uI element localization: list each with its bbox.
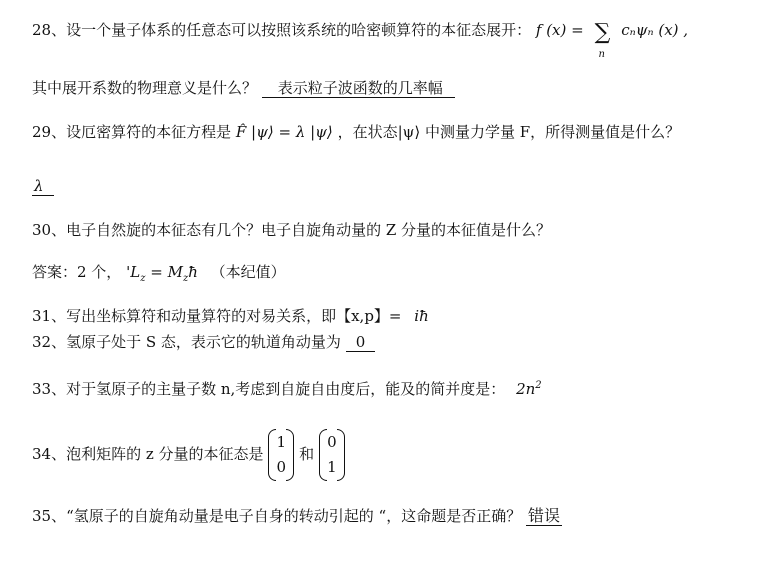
q32-line — [32, 332, 375, 352]
pauli-vector-up — [268, 429, 294, 481]
q34-text: 34、泡利矩阵的 z 分量的本征态是 — [32, 445, 264, 463]
q29-answer-line — [32, 176, 54, 196]
q34-and: 和 — [299, 445, 315, 463]
sum-index: n — [598, 49, 605, 60]
q29-text: 29、设厄密算符的本征方程是 — [32, 123, 232, 141]
q28-question-line — [32, 78, 455, 98]
q30-formula-end: ħ — [188, 263, 198, 281]
q29-equation: F̂ |ψ⟩ = λ |ψ⟩ — [235, 123, 333, 141]
right-paren — [286, 429, 294, 481]
q33-answer-exp: 2 — [535, 380, 542, 391]
sum-symbol — [592, 20, 612, 60]
q30-text: 30、电子自然旋的本征态有几个？电子自旋角动量的 Z 分量的本征值是什么？ — [32, 221, 552, 239]
right-paren — [337, 429, 345, 481]
q29-answer: λ — [32, 177, 54, 196]
q30-note: （本纪值） — [210, 263, 286, 281]
q28-formula-rhs: cₙψₙ (x) , — [621, 21, 689, 39]
q31-answer: iħ — [414, 307, 429, 325]
q30-formula-sub: z — [140, 273, 146, 284]
q28-text: 28、设一个量子体系的任意态可以按照该系统的哈密顿算符的本征态展开： — [32, 21, 532, 39]
q30-answer-label: 答案：2 个， — [32, 263, 122, 281]
q32-answer: 0 — [346, 333, 376, 352]
q33-text: 33、对于氢原子的主量子数 n,考虑到自旋自由度后，能及的简并度是： — [32, 380, 506, 398]
q31-text: 31、写出坐标算符和动量算符的对易关系，即【x,p】= — [32, 307, 402, 325]
q33-answer-base: 2n — [516, 380, 536, 398]
q30-answer-line — [32, 262, 286, 289]
q33-line — [32, 376, 542, 399]
q32-text: 32、氢原子处于 S 态，表示它的轨道角动量为 — [32, 333, 341, 351]
q35-line — [32, 506, 562, 526]
q35-text: 35、“氢原子的自旋角动量是电子自身的转动引起的 “，这命题是否正确？ — [32, 507, 522, 525]
q35-answer: 错误 — [527, 506, 560, 525]
vector-down-top: 0 — [327, 433, 337, 451]
q28-answer: 表示粒子波函数的几率幅 — [262, 79, 455, 98]
pauli-vector-down — [319, 429, 345, 481]
vector-up-bottom: 0 — [276, 458, 287, 476]
q33-answer — [516, 380, 542, 398]
q29-rest: ，在状态|ψ⟩ 中测量力学量 F，所得测量值是什么？ — [337, 123, 681, 141]
q29-line — [32, 122, 680, 142]
q28-line — [32, 20, 689, 60]
q30-formula-sub2: z — [182, 273, 189, 284]
q34-line — [32, 426, 345, 482]
q28-question: 其中展开系数的物理意义是什么？ — [32, 79, 258, 97]
vector-up-top: 1 — [276, 433, 287, 451]
q30-formula: 'L — [126, 263, 141, 281]
sum-sign: ∑ — [594, 20, 611, 45]
q30-line — [32, 220, 551, 240]
vector-down-bottom: 1 — [327, 458, 337, 476]
q31-line — [32, 306, 429, 326]
q30-formula-rest: = M — [145, 263, 183, 281]
q28-formula-lhs: f (x) = — [535, 21, 584, 39]
